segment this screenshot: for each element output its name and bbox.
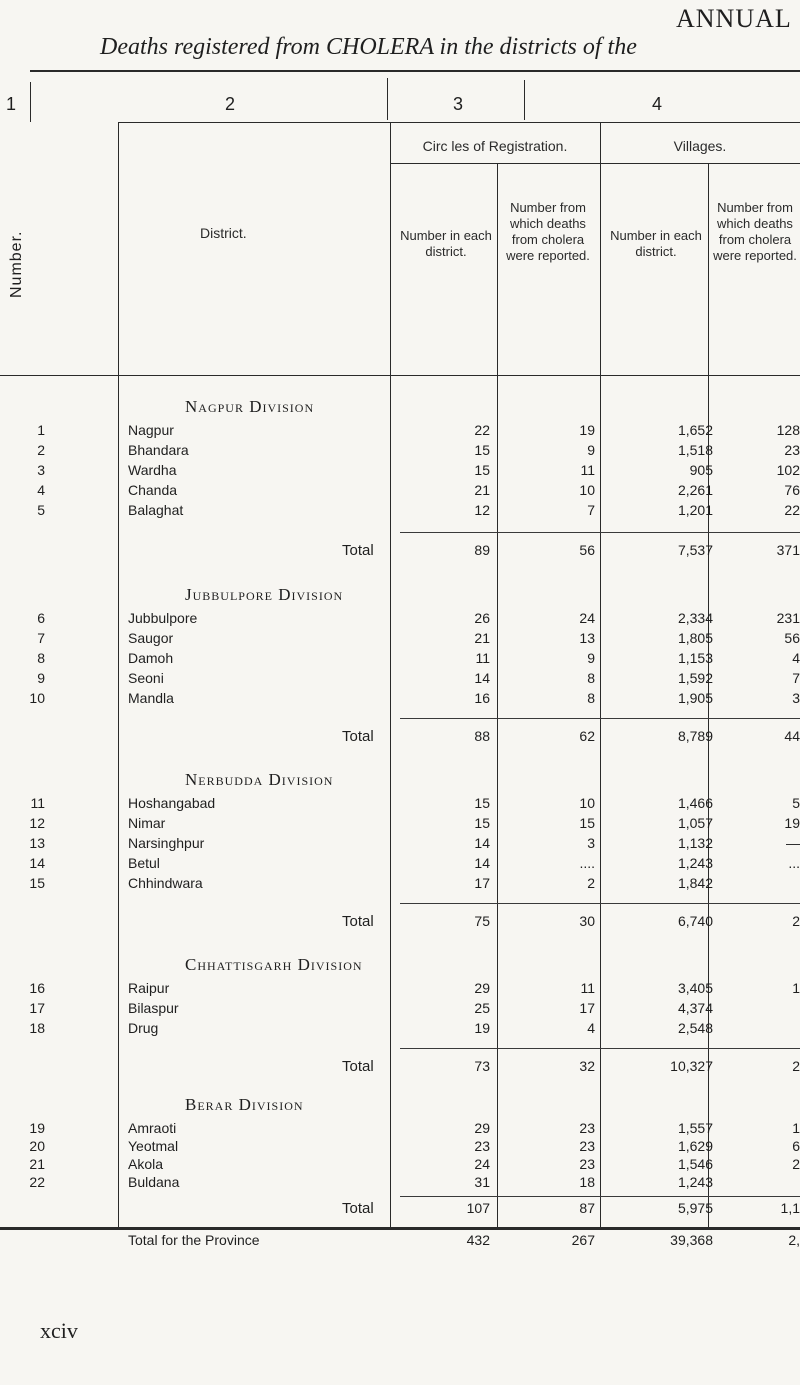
table-row: 2 Bhandara 15 9 1,518 23 [37,442,800,458]
table-row: 3 Wardha 15 11 905 102 [37,462,800,478]
table-row: 16 Raipur 29 11 3,405 1 [29,980,800,996]
division-title: Jubbulpore Division [185,585,344,604]
page-number: xciv [40,1318,78,1343]
table-row: 14 Betul 14 .... 1,243 ... [29,855,800,871]
table-row: 17 Bilaspur 25 17 4,374 [29,1000,713,1016]
table-row: 7 Saugor 21 13 1,805 56 [37,630,800,646]
number-column-header: Number. [8,230,25,298]
villages-group-header: Villages. [673,138,727,154]
table-row: 12 Nimar 15 15 1,057 19 [29,815,800,831]
table-row: 13 Narsinghpur 14 3 1,132 — [29,835,800,851]
table-row: 18 Drug 19 4 2,548 [29,1020,713,1036]
circles-group-header: Circ les of Registration. [422,138,568,154]
district-column-header: District. [200,225,247,241]
table-row: 5 Balaghat 12 7 1,201 22 [37,502,800,518]
table-row: 11 Hoshangabad 15 10 1,466 5 [30,795,800,811]
total-row: Total 88 62 8,789 44 [342,728,800,745]
table-row: 20 Yeotmal 23 23 1,629 6 [29,1138,800,1154]
grand-total-row: Total for the Province 432 267 39,368 2, [128,1232,800,1248]
circles-cholera-header: Number from which deaths from cholera were reported. [506,200,590,263]
circles-in-district-header: Number in each district. [400,228,492,259]
total-row: Total 89 56 7,537 371 [342,542,800,559]
header-title: Deaths registered from CHOLERA in the districts of the [100,34,637,60]
table-row: 15 Chhindwara 17 2 1,842 [29,875,713,891]
division-title: Berar Division [185,1095,304,1114]
table-row: 4 Chanda 21 10 2,261 76 [37,482,800,498]
division-title: Nerbudda Division [185,770,334,789]
colnum-4: 4 [652,94,663,114]
division-title: Chhattisgarh Division [185,955,363,974]
header-annual: ANNUAL [676,4,792,33]
table-row: 8 Damoh 11 9 1,153 4 [37,650,800,666]
colnum-2: 2 [225,94,236,114]
table-row: 9 Seoni 14 8 1,592 7 [37,670,800,686]
colnum-1: 1 [6,94,17,114]
table-row: 22 Buldana 31 18 1,243 [29,1174,713,1190]
total-row: Total 73 32 10,327 2 [342,1058,800,1075]
villages-cholera-header: Number from which deaths from cholera were reported. [713,200,797,263]
total-row: Total 75 30 6,740 2 [342,913,800,930]
header-rule [30,70,800,72]
table-row: 1 Nagpur 22 19 1,652 128 [37,422,800,438]
colnum-3: 3 [453,94,464,114]
total-row: Total 107 87 5,975 1,1 [342,1200,800,1217]
table-row: 6 Jubbulpore 26 24 2,334 231 [37,610,800,626]
table-row: 21 Akola 24 23 1,546 2 [29,1156,800,1172]
table-row: 19 Amraoti 29 23 1,557 1 [29,1120,800,1136]
division-title: Nagpur Division [185,397,315,416]
table-row: 10 Mandla 16 8 1,905 3 [29,690,800,706]
villages-in-district-header: Number in each district. [610,228,702,259]
